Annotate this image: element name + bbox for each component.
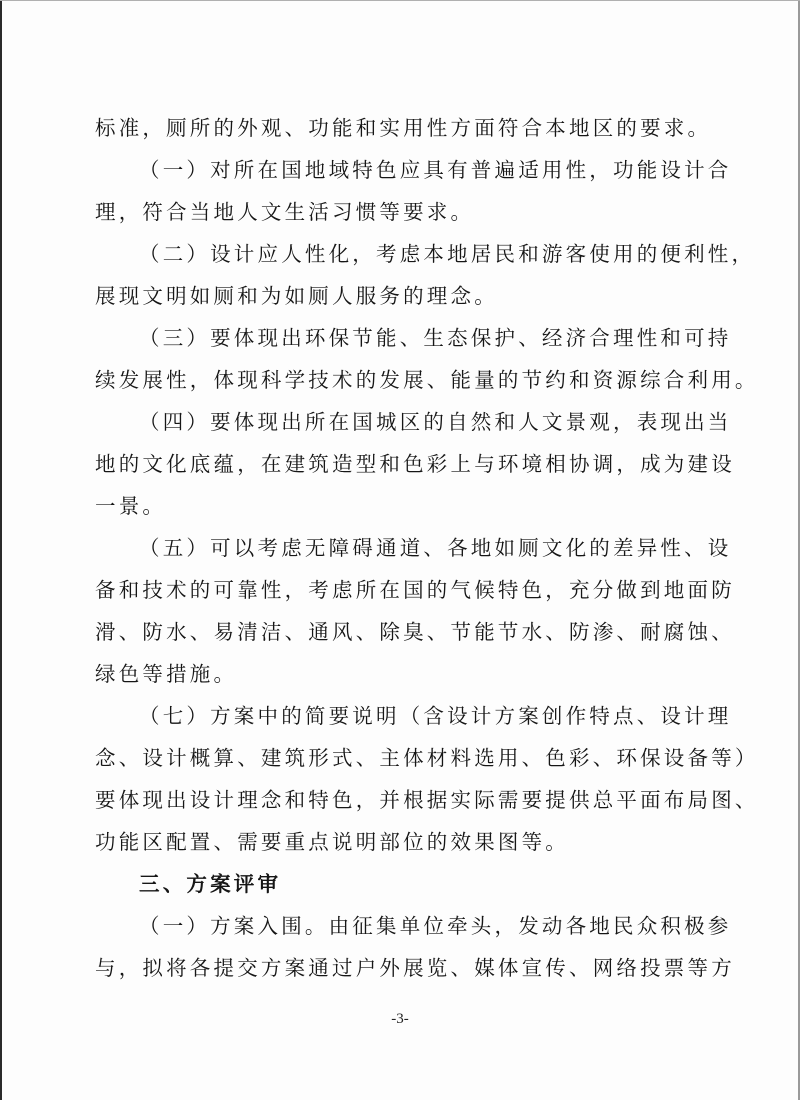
text-line: （二）设计应人性化，考虑本地居民和游客使用的便利性，: [139, 242, 756, 266]
text-line: 绿色等措施。: [95, 662, 238, 686]
section-heading: 三、方案评审: [139, 872, 282, 896]
text-line: 续发展性，体现科学技术的发展、能量的节约和资源综合利用。: [95, 368, 759, 392]
scan-edge-top: [0, 0, 800, 1]
scan-edge-left: [0, 0, 2, 1100]
text-line: （三）要体现出环保节能、生态保护、经济合理性和可持: [139, 326, 732, 350]
page-number: -3-: [391, 1011, 409, 1027]
text-line: 地的文化底蕴，在建筑造型和色彩上与环境相协调，成为建设: [95, 452, 735, 476]
text-line: 备和技术的可靠性，考虑所在国的气候特色，充分做到地面防: [95, 578, 735, 602]
text-line: 要体现出设计理念和特色，并根据实际需要提供总平面布局图、: [95, 788, 759, 812]
text-line: （五）可以考虑无障碍通道、各地如厕文化的差异性、设: [139, 536, 732, 560]
text-line: 与，拟将各提交方案通过户外展览、媒体宣传、网络投票等方: [95, 956, 735, 980]
text-line: 理，符合当地人文生活习惯等要求。: [95, 200, 475, 224]
text-line: 念、设计概算、建筑形式、主体材料选用、色彩、环保设备等）: [95, 746, 759, 770]
text-line: （一）对所在国地域特色应具有普遍适用性，功能设计合: [139, 158, 732, 182]
text-line: 展现文明如厕和为如厕人服务的理念。: [95, 284, 498, 308]
text-line: （七）方案中的简要说明（含设计方案创作特点、设计理: [139, 704, 732, 728]
document-body: [95, 107, 759, 989]
text-line: 功能区配置、需要重点说明部位的效果图等。: [95, 830, 569, 854]
text-line: （四）要体现出所在国城区的自然和人文景观，表现出当: [139, 410, 732, 434]
text-line: 一景。: [95, 494, 167, 518]
text-line: 标准，厕所的外观、功能和实用性方面符合本地区的要求。: [95, 116, 712, 140]
text-line: （一）方案入围。由征集单位牵头，发动各地民众积极参: [139, 914, 732, 938]
text-line: 滑、防水、易清洁、通风、除臭、节能节水、防渗、耐腐蚀、: [95, 620, 735, 644]
